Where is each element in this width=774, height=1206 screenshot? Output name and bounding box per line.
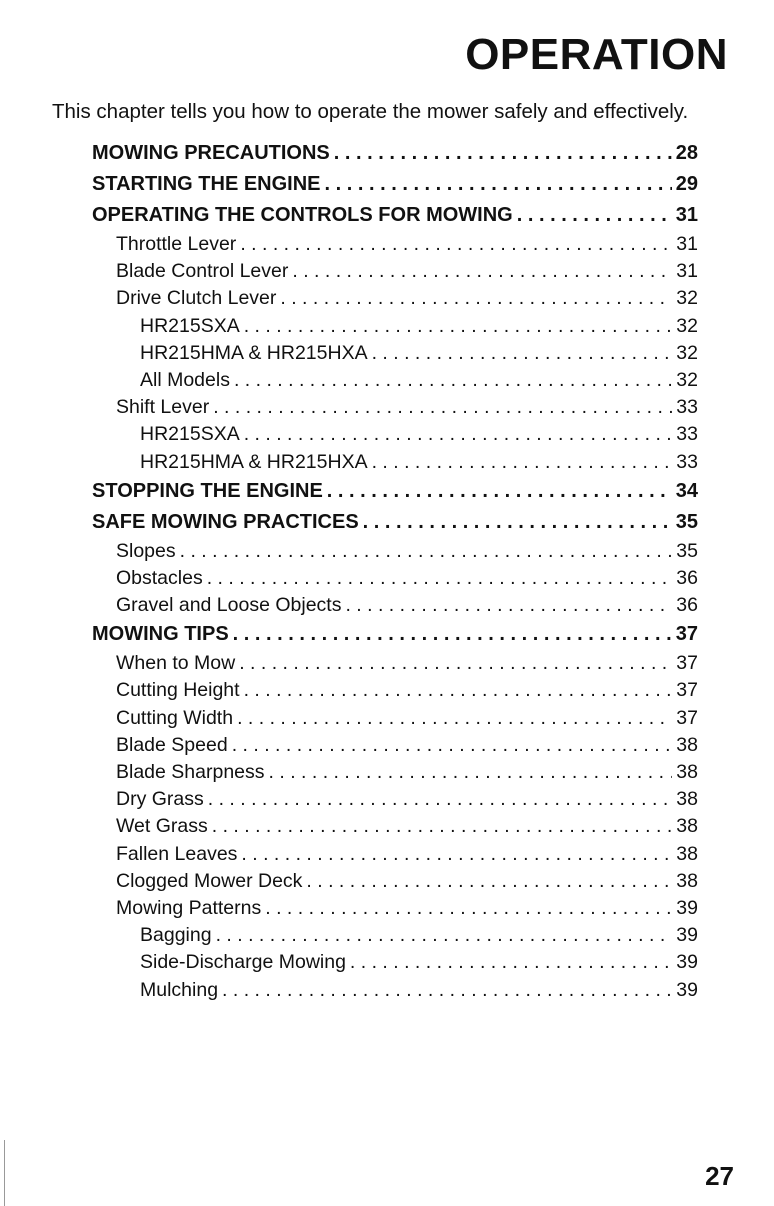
toc-entry[interactable] xyxy=(92,922,698,949)
toc-dot-leader xyxy=(229,619,672,650)
toc-entry-label: Cutting Width xyxy=(116,706,234,729)
toc-entry-page: 38 xyxy=(676,842,698,865)
toc-entry-label: HR215HMA & HR215HXA xyxy=(140,341,368,364)
toc-entry[interactable] xyxy=(92,705,698,732)
toc-entry[interactable] xyxy=(92,394,698,421)
toc-entry-label: Mowing Patterns xyxy=(116,896,262,919)
toc-dot-leader xyxy=(368,340,672,367)
toc-entry-page: 28 xyxy=(675,142,698,164)
toc-entry[interactable] xyxy=(92,813,698,840)
toc-entry-label: Clogged Mower Deck xyxy=(116,869,303,892)
toc-dot-leader xyxy=(302,868,672,895)
toc-dot-leader xyxy=(330,138,672,169)
toc-entry-page: 35 xyxy=(675,510,698,533)
toc-dot-leader xyxy=(204,786,672,813)
toc-entry-label: HR215SXA xyxy=(140,423,240,446)
toc-entry[interactable] xyxy=(92,895,698,922)
toc-dot-leader xyxy=(240,677,672,704)
toc-entry-page: 33 xyxy=(676,450,698,473)
toc-entry[interactable] xyxy=(92,421,698,448)
toc-entry-label: All Models xyxy=(140,368,230,391)
toc-entry-label: Drive Clutch Lever xyxy=(116,287,277,310)
toc-entry[interactable] xyxy=(92,169,698,200)
toc-entry[interactable] xyxy=(92,759,698,786)
toc-entry-page: 37 xyxy=(675,623,698,646)
toc-dot-leader xyxy=(341,592,672,619)
toc-entry[interactable] xyxy=(92,841,698,868)
toc-entry[interactable] xyxy=(92,285,698,312)
toc-entry-page: 39 xyxy=(676,978,698,1001)
toc-entry[interactable] xyxy=(92,313,698,340)
toc-entry[interactable] xyxy=(92,231,698,258)
toc-entry-label: STOPPING THE ENGINE xyxy=(92,479,323,502)
toc-entry[interactable] xyxy=(92,476,698,507)
toc-entry-label: HR215HMA & HR215HXA xyxy=(140,450,368,473)
toc-dot-leader xyxy=(321,169,672,200)
toc-entry-label: Side-Discharge Mowing xyxy=(140,951,346,974)
toc-dot-leader xyxy=(323,476,672,507)
toc-entry-label: Blade Speed xyxy=(116,733,228,756)
toc-entry[interactable] xyxy=(92,786,698,813)
toc-dot-leader xyxy=(203,565,672,592)
toc-dot-leader xyxy=(228,732,672,759)
toc-entry-label: Bagging xyxy=(140,924,212,947)
toc-entry-page: 32 xyxy=(676,287,698,310)
toc-entry-label: HR215SXA xyxy=(140,314,240,337)
toc-entry-label: Blade Sharpness xyxy=(116,761,265,783)
toc-dot-leader xyxy=(237,841,672,868)
toc-dot-leader xyxy=(236,231,672,258)
toc-entry-label: MOWING TIPS xyxy=(92,623,229,646)
toc-entry[interactable] xyxy=(92,538,698,565)
toc-entry-page: 31 xyxy=(676,233,698,255)
toc-entry-page: 32 xyxy=(676,314,698,337)
toc-dot-leader xyxy=(233,705,672,732)
toc-entry-page: 37 xyxy=(676,652,698,675)
toc-entry[interactable] xyxy=(92,200,698,231)
toc-entry-page: 36 xyxy=(676,566,698,589)
toc-dot-leader xyxy=(218,977,672,1004)
toc-entry-page: 38 xyxy=(676,788,698,811)
page-edge-line xyxy=(4,1140,5,1206)
toc-dot-leader xyxy=(265,759,672,786)
toc-entry[interactable] xyxy=(92,677,698,704)
toc-entry[interactable] xyxy=(92,138,698,169)
toc-dot-leader xyxy=(276,285,672,312)
toc-entry-page: 31 xyxy=(676,260,698,283)
toc-entry[interactable] xyxy=(92,732,698,759)
toc-dot-leader xyxy=(368,449,672,476)
toc-dot-leader xyxy=(240,421,672,448)
toc-entry-page: 37 xyxy=(676,679,698,702)
toc-dot-leader xyxy=(208,813,672,840)
toc-dot-leader xyxy=(209,394,672,421)
toc-entry-label: SAFE MOWING PRACTICES xyxy=(92,510,359,533)
toc-entry-page: 34 xyxy=(675,479,698,502)
toc-dot-leader xyxy=(513,200,672,231)
toc-entry[interactable] xyxy=(92,977,698,1004)
toc-dot-leader xyxy=(359,507,672,538)
table-of-contents xyxy=(92,138,698,1004)
toc-entry-label: STARTING THE ENGINE xyxy=(92,173,321,195)
toc-entry-label: Obstacles xyxy=(116,566,203,589)
toc-entry-label: Blade Control Lever xyxy=(116,260,289,283)
toc-entry[interactable] xyxy=(92,367,698,394)
toc-entry-label: Slopes xyxy=(116,539,176,562)
toc-entry-label: When to Mow xyxy=(116,652,236,675)
toc-entry[interactable] xyxy=(92,507,698,538)
toc-dot-leader xyxy=(261,895,672,922)
toc-entry-page: 31 xyxy=(675,204,698,226)
toc-entry[interactable] xyxy=(92,592,698,619)
toc-entry-page: 38 xyxy=(676,761,698,783)
toc-entry-label: Mulching xyxy=(140,978,219,1001)
chapter-intro: This chapter tells you how to operate the mower safely and effectively. xyxy=(52,100,689,123)
toc-entry-label: Dry Grass xyxy=(116,788,204,811)
toc-entry-label: MOWING PRECAUTIONS xyxy=(92,142,330,164)
toc-dot-leader xyxy=(288,258,672,285)
toc-entry[interactable] xyxy=(92,619,698,650)
toc-entry[interactable] xyxy=(92,449,698,476)
toc-entry-page: 35 xyxy=(676,539,698,562)
toc-entry-page: 29 xyxy=(675,173,698,195)
toc-entry-page: 32 xyxy=(676,368,698,391)
toc-entry-label: Throttle Lever xyxy=(116,233,237,255)
toc-entry-page: 33 xyxy=(676,423,698,446)
toc-entry-page: 38 xyxy=(676,869,698,892)
toc-dot-leader xyxy=(230,367,672,394)
toc-entry-page: 39 xyxy=(676,896,698,919)
toc-entry-label: Gravel and Loose Objects xyxy=(116,594,342,617)
toc-entry-page: 39 xyxy=(676,951,698,974)
toc-entry-label: Fallen Leaves xyxy=(116,842,238,865)
toc-entry-page: 32 xyxy=(676,341,698,364)
toc-entry-page: 39 xyxy=(676,924,698,947)
toc-entry-label: Wet Grass xyxy=(116,815,208,838)
page-number: 27 xyxy=(705,1161,734,1191)
toc-entry-page: 36 xyxy=(676,594,698,617)
toc-dot-leader xyxy=(176,538,672,565)
toc-entry-label: OPERATING THE CONTROLS FOR MOWING xyxy=(92,204,513,226)
toc-entry[interactable] xyxy=(92,565,698,592)
toc-entry[interactable] xyxy=(92,868,698,895)
toc-entry-page: 38 xyxy=(676,815,698,838)
toc-entry[interactable] xyxy=(92,650,698,677)
toc-entry-label: Cutting Height xyxy=(116,679,240,702)
toc-dot-leader xyxy=(346,949,672,976)
toc-entry-page: 37 xyxy=(676,706,698,729)
toc-entry[interactable] xyxy=(92,258,698,285)
toc-entry[interactable] xyxy=(92,949,698,976)
chapter-title: OPERATION xyxy=(465,30,728,79)
toc-dot-leader xyxy=(212,922,672,949)
toc-entry-page: 33 xyxy=(676,396,698,419)
toc-dot-leader xyxy=(235,650,672,677)
toc-dot-leader xyxy=(240,313,672,340)
toc-entry-label: Shift Lever xyxy=(116,396,210,419)
toc-entry-page: 38 xyxy=(676,733,698,756)
toc-entry[interactable] xyxy=(92,340,698,367)
